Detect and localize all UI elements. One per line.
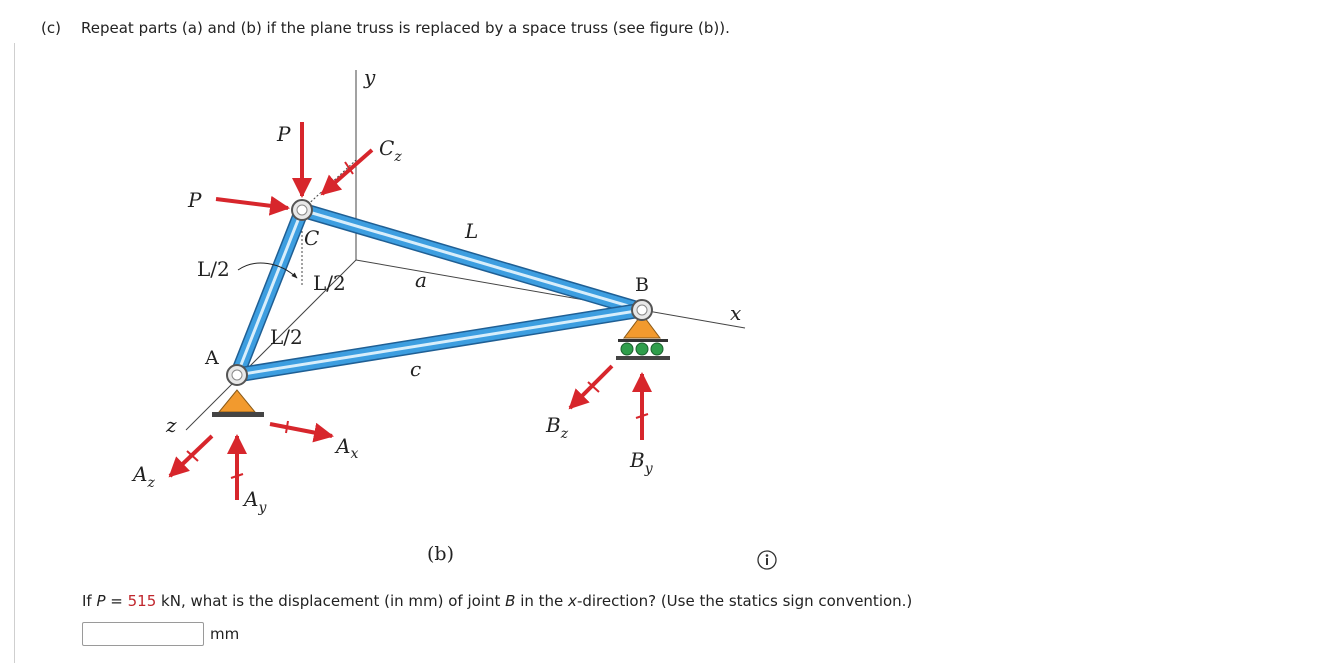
roller-wheel [621, 343, 633, 355]
joint-a-label: A [205, 347, 219, 369]
dimension-l2-low: L/2 [270, 325, 303, 349]
reaction-az-label [131, 462, 155, 491]
question-prefix: If [82, 592, 97, 610]
reaction-bz-letter: B [546, 413, 561, 437]
reaction-bz-subscript: z [560, 426, 569, 442]
question-axis: x [568, 592, 577, 610]
reaction-cz-label [379, 136, 402, 165]
reaction-cz-letter: C [379, 136, 395, 160]
reaction-ay-label [242, 487, 267, 516]
member-length-label: L [465, 219, 479, 243]
reaction-ay-letter: A [244, 487, 259, 511]
load-p-horizontal-label: P [188, 188, 202, 212]
reaction-by-letter: B [630, 448, 645, 472]
p-value: 515 [127, 592, 157, 610]
question-equals: = [105, 592, 128, 610]
figure-caption: (b) [427, 543, 454, 565]
reaction-ax-label [334, 434, 358, 462]
dimension-c: c [410, 357, 422, 381]
reaction-az-subscript: z [147, 475, 155, 491]
answer-row [82, 622, 239, 646]
dimension-a: a [415, 268, 427, 292]
member-ac-highlight [237, 210, 302, 375]
joint-c-pin [297, 205, 307, 215]
displacement-answer-input[interactable] [82, 622, 204, 646]
question-text-2: in the [515, 592, 569, 610]
part-label: (c) [41, 19, 61, 37]
support-a [219, 390, 255, 412]
reaction-by-subscript: y [644, 461, 653, 477]
reaction-by-label [629, 448, 654, 477]
roller-wheel [651, 343, 663, 355]
question-symbol: P [96, 592, 106, 610]
roller-wheel [636, 343, 648, 355]
info-icon[interactable] [756, 549, 778, 571]
joint-b-label: B [635, 274, 649, 296]
reaction-ax-arrow [270, 424, 332, 436]
ground-b [616, 356, 670, 360]
load-p-vertical-label: P [277, 122, 291, 146]
reaction-cz-subscript: z [394, 149, 402, 165]
dimension-l2-left: L/2 [197, 257, 230, 281]
question-text-1: kN, what is the displacement (in mm) of joint [156, 592, 506, 610]
dimension-l2-mid: L/2 [313, 271, 346, 295]
joint-a-pin [232, 370, 242, 380]
joint-b-pin [637, 305, 647, 315]
problem-text: Repeat parts (a) and (b) if the plane truss is replaced by a space truss (see figure (b)). [81, 19, 730, 37]
question-joint: B [505, 592, 516, 610]
reaction-az-arrow [170, 436, 212, 476]
ground-a [212, 412, 264, 417]
reaction-ax-tick [286, 421, 288, 433]
x-axis-label: x [730, 301, 742, 325]
answer-unit: mm [210, 625, 240, 643]
question-text-3: -direction? (Use the statics sign convention.) [576, 592, 913, 610]
reaction-bz-label [545, 413, 569, 442]
reaction-bz-arrow [570, 366, 612, 408]
y-axis-label: y [364, 65, 376, 89]
roller-plate-b [618, 339, 668, 342]
z-axis-label: z [166, 413, 177, 437]
joint-c-label: C [304, 226, 320, 250]
reaction-az-letter: A [133, 462, 148, 486]
reaction-ax-subscript: x [350, 446, 359, 462]
reaction-cz-arrow [322, 150, 372, 194]
load-p-horizontal-arrow [216, 199, 288, 208]
reaction-ax-letter: A [336, 434, 351, 458]
reaction-ay-subscript: y [258, 500, 267, 516]
question-text [82, 592, 912, 610]
truss-members [237, 210, 642, 375]
